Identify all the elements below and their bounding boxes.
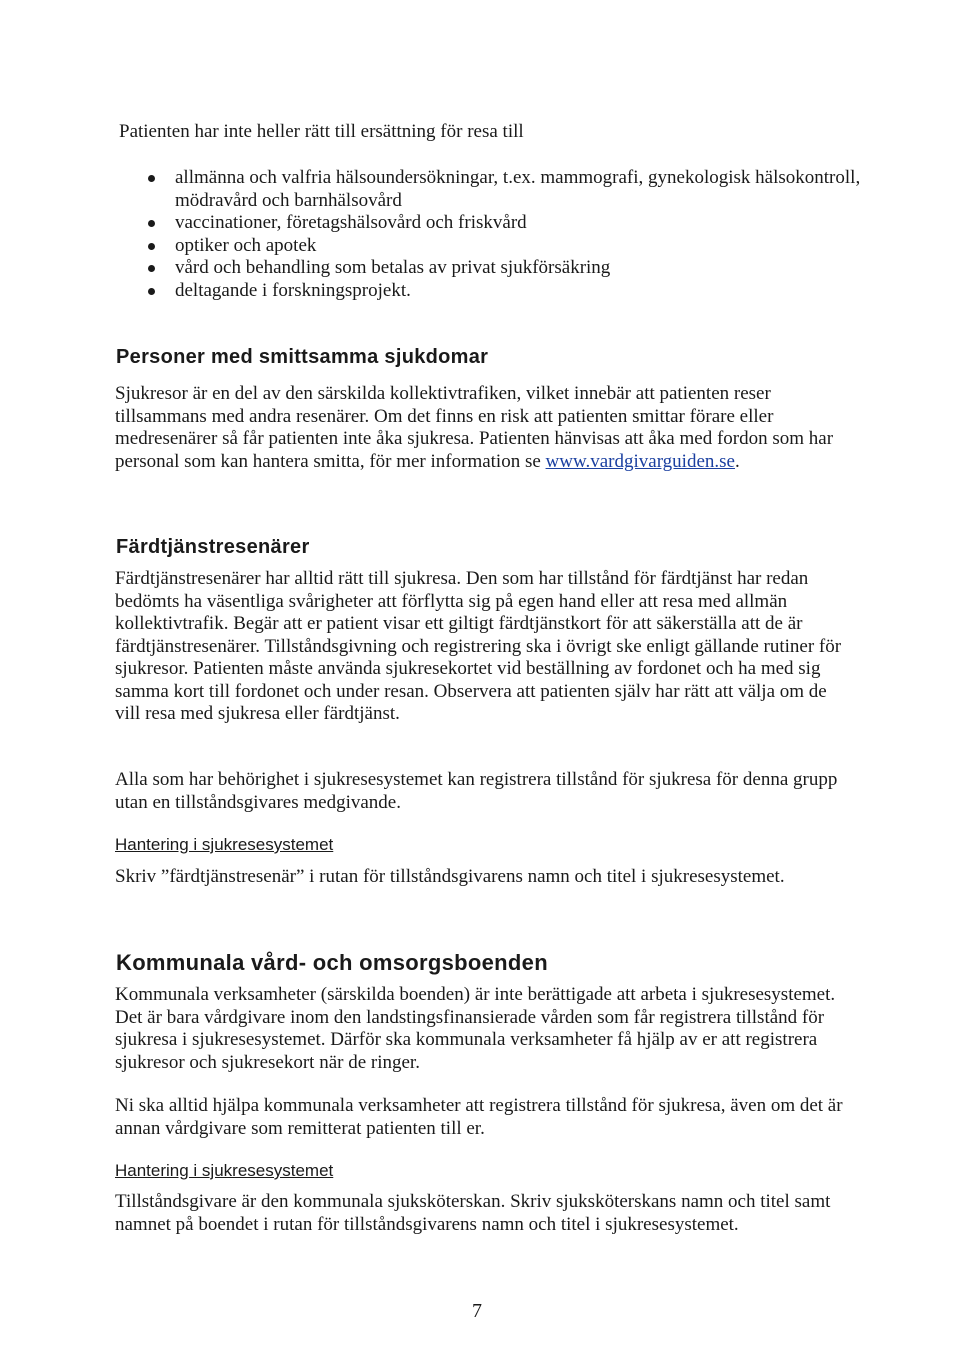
bullet-icon — [148, 243, 155, 250]
bullet-icon — [148, 265, 155, 272]
list-item: deltagande i forskningsprojekt. — [148, 280, 868, 303]
section-kommunala-p2: Ni ska alltid hjälpa kommunala verksamheter att registrera tillstånd för sjukresa, även om det är annan vårdgivare som remitterat patienten till er. — [115, 1095, 843, 1139]
list-item: vaccinationer, företagshälsovård och friskvård — [148, 212, 868, 235]
list-item: allmänna och valfria hälsoundersökningar, t.ex. mammografi, gynekologisk hälsokontroll, mödravård och barnhälsovård — [148, 167, 868, 212]
section-heading-kommunala: Kommunala vård- och omsorgsboenden — [116, 950, 548, 975]
subheading-hantering-2: Hantering i sjukresesystemet — [115, 1161, 334, 1180]
section-fardtjanst-p2: Alla som har behörighet i sjukresesystemet kan registrera tillstånd för sjukresa för denna grupp utan en tillståndsgivares medgivande. — [115, 769, 838, 813]
bullet-icon — [148, 175, 155, 182]
list-item: vård och behandling som betalas av privat sjukförsäkring — [148, 257, 868, 280]
section-heading-fardtjanst: Färdtjänstresenärer — [116, 536, 310, 558]
section-fardtjanst-p1: Färdtjänstresenärer har alltid rätt till sjukresa. Den som har tillstånd för färdtjänst har redan bedömts ha väsentliga svårigheter att förflytta sig på egen hand eller att resa med allmän kollektivtrafik. Begär att er patient visar ett giltigt färdtjänstkort för att säkerställa att de är färdtjänstresenärer. Tillståndsgivning och registrering ska i övrigt ske enligt gällande rutiner för sjukresor. Patienten måste använda sjukresekortet vid beställning av fordonet och ha med sig samma kort till fordonet och under resan. Observera att patienten själv har rätt att välja om de vill resa med sjukresa eller färdtjänst. — [115, 568, 842, 724]
exclusion-list — [148, 167, 868, 302]
section-infectious-body: Sjukresor är en del av den särskilda kollektivtrafiken, vilket innebär att patienten reser tillsammans med andra resenärer. Om det finns en risk att patienten smittar förare eller medresenärer så får patienten inte åka sjukresa. Patienten hänvisas att åka med fordon som har personal som kan hantera smitta, för mer information se www.vardgivarguiden.se. — [115, 383, 834, 472]
bullet-icon — [148, 288, 155, 295]
list-item: optiker och apotek — [148, 235, 868, 258]
section-kommunala-p1: Kommunala verksamheter (särskilda boenden) är inte berättigade att arbeta i sjukresesystemet. Det är bara vårdgivare inom den landstingsfinansierade vården som får registrera tillstånd för sjukresa i sjukresesystemet. Därför ska kommunala verksamheter få hjälp av er att registrera sjukresor och sjukresekort när de ringer. — [115, 984, 836, 1073]
page-number: 7 — [472, 1300, 482, 1322]
intro-text: Patienten har inte heller rätt till ersättning för resa till — [119, 121, 524, 142]
section-fardtjanst-p3: Skriv ”färdtjänstresenär” i rutan för tillståndsgivarens namn och titel i sjukresesystemet. — [115, 866, 785, 887]
section-kommunala-p3: Tillståndsgivare är den kommunala sjuksköterskan. Skriv sjuksköterskans namn och titel samt namnet på boendet i rutan för tillståndsgivarens namn och titel i sjukresesystemet. — [115, 1191, 831, 1235]
subheading-hantering-1: Hantering i sjukresesystemet — [115, 835, 334, 854]
section-heading-infectious: Personer med smittsamma sjukdomar — [116, 346, 489, 368]
vardgivarguiden-link[interactable]: www.vardgivarguiden.se — [545, 450, 735, 472]
bullet-icon — [148, 220, 155, 227]
